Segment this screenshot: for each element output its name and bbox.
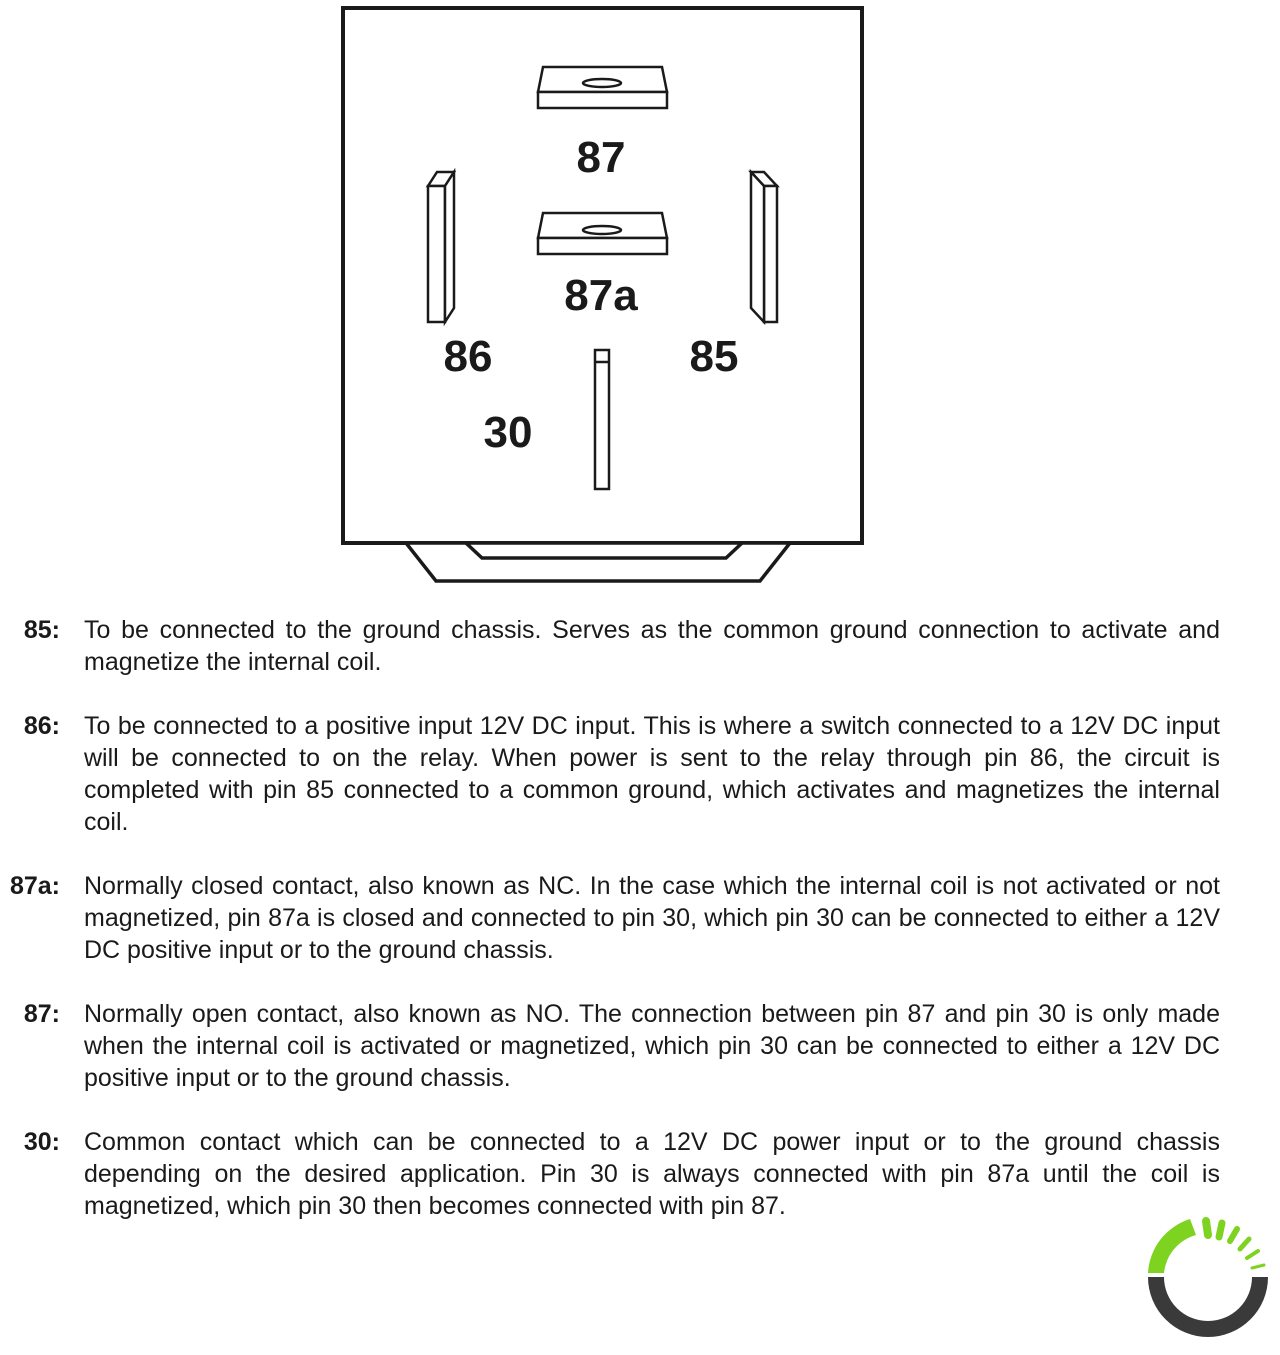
pin-87a-label: 87a: [564, 271, 638, 320]
relay-diagram: [0, 0, 1280, 600]
logo-dark-ring: [1148, 1277, 1268, 1337]
pin-text: Normally open contact, also known as NO. The connection between pin 87 and pin 30 is only made when the internal coil is activated or magnetized, which pin 30 can be connected to either a 12V DC positive input or to the ground chassis.: [84, 1000, 1220, 1092]
pin-85-label: 85: [689, 332, 739, 381]
logo-green-arc: [1148, 1219, 1196, 1273]
pin-text: Normally closed contact, also known as NC. In the case which the internal coil is not activated or not magnetized, pin 87a is closed and connected to pin 30, which pin 30 can be connected to either a 12V DC positive input or to the ground chassis.: [84, 872, 1220, 964]
logo-green-ticks: [1206, 1221, 1264, 1268]
pin-86-label: 86: [443, 332, 493, 381]
pin-87a-blade: [538, 213, 667, 254]
pin-85-blade: [751, 172, 777, 322]
pin-87-label: 87: [576, 133, 626, 182]
pin-text: To be connected to a positive input 12V DC input. This is where a switch connected to a 12V DC input will be connected to on the relay. When power is sent to the relay through pin 86, the circuit is completed with pin 85 connected to a common ground, which activates and magnetizes the internal coil.: [84, 712, 1220, 836]
pin-code: 30:: [23, 1128, 60, 1156]
pin-text: To be connected to the ground chassis. Serves as the common ground connection to activate and magnetize the internal coil.: [84, 616, 1220, 676]
pin-30-label: 30: [483, 408, 533, 457]
pin-text: Common contact which can be connected to a 12V DC power input or to the ground chassis depending on the desired application. Pin 30 is always connected with pin 87a until the coil is magnetized, which pin 30 then becomes connected with pin 87.: [84, 1128, 1220, 1220]
pin-87-blade: [538, 67, 667, 108]
pin-86-blade: [428, 172, 454, 322]
relay-base: [406, 543, 790, 581]
pin-30-blade: [595, 350, 609, 489]
pin-code: 87:: [23, 1000, 60, 1028]
pin-code: 86:: [23, 712, 60, 740]
brand-ring-logo-icon: [1140, 1215, 1275, 1345]
pin-code: 85:: [23, 616, 60, 644]
pin-code: 87a:: [9, 872, 60, 900]
